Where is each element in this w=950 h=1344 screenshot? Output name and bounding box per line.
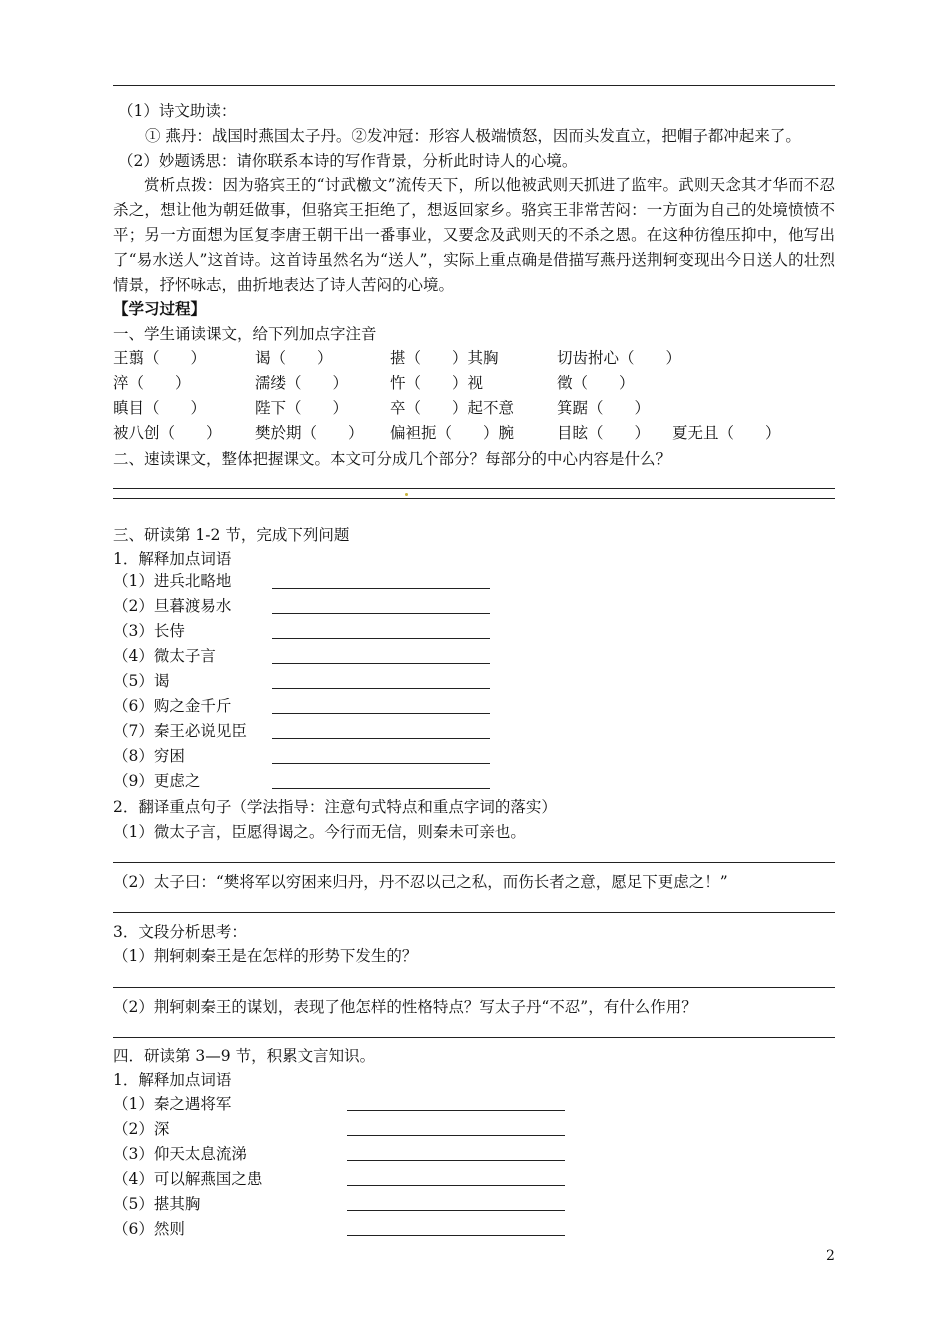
vocab-item: （3）仰天太息流涕 <box>113 1145 247 1163</box>
answer-line <box>272 663 490 664</box>
analysis-text: 赏析点拨：因为骆宾王的“讨武檄文”流传天下，所以他被武则天抓进了监牢。武则天念其才华而不忍杀之，想让他为朝廷做事，但骆宾王拒绝了，想返回家乡。骆宾王非常苦闷：一方面为自己的处境愤愤不平；另一方面想为匡复李唐王朝干出一番事业，又要念及武则天的不杀之恩。在这种彷徨压抑中，他写出了“易水送人”这首诗。这首诗虽然名为“送人”，实际上重点确是借描写燕丹送荆轲变现出今日送人的壮烈情景，抒怀咏志，曲折地表达了诗人苦闷的心境。 <box>113 176 835 294</box>
translate-sentence: （1）微太子言，臣愿得谒之。今行而无信，则秦未可亲也。 <box>113 823 526 841</box>
page-number: 2 <box>826 1248 835 1264</box>
pinyin-item: 忤（ ）视 <box>390 374 484 392</box>
pinyin-item: 陛下（ ） <box>255 399 349 417</box>
answer-line <box>272 788 490 789</box>
pinyin-item: 箕踞（ ） <box>557 399 651 417</box>
vocab-item: （7）秦王必说见臣 <box>113 722 247 740</box>
vocab-item: （3）长侍 <box>113 622 185 640</box>
answer-line <box>347 1135 565 1136</box>
vocab-item: （1）秦之遇将军 <box>113 1095 232 1113</box>
header-rule <box>113 85 835 86</box>
analysis-question: （2）荆轲刺秦王的谋划，表现了他怎样的性格特点？写太子丹“不忍”，有什么作用？ <box>113 998 697 1016</box>
poem-aid-text: ① 燕丹：战国时燕国太子丹。②发冲冠：形容人极端愤怒，因而头发直立，把帽子都冲起来了。 <box>145 127 801 145</box>
answer-line <box>347 1185 565 1186</box>
answer-line <box>272 688 490 689</box>
vocab-item: （4）微太子言 <box>113 647 216 665</box>
poem-aid-label: （1）诗文助读： <box>118 102 237 120</box>
answer-line <box>347 1210 565 1211</box>
answer-line <box>272 588 490 589</box>
part4-title: 四．研读第 3—9 节，积累文言知识。 <box>113 1047 376 1065</box>
vocab-item: （2）旦暮渡易水 <box>113 597 232 615</box>
pinyin-item: 濡缕（ ） <box>255 374 349 392</box>
pinyin-item: 目眩（ ） <box>557 424 651 442</box>
part2-title: 二、速读课文，整体把握课文。本文可分成几个部分？每部分的中心内容是什么？ <box>113 450 672 468</box>
vocab-item: （5）谒 <box>113 672 170 690</box>
analysis-paragraph <box>113 173 835 298</box>
pinyin-item: 偏袒扼（ ）腕 <box>390 424 515 442</box>
part1-title: 一、学生诵读课文，给下列加点字注音 <box>113 325 377 343</box>
answer-line <box>272 763 490 764</box>
pinyin-item: 樊於期（ ） <box>255 424 364 442</box>
answer-line <box>272 738 490 739</box>
answer-line <box>113 912 835 913</box>
question-prompt: （2）妙题诱思：请你联系本诗的写作背景，分析此时诗人的心境。 <box>118 152 578 170</box>
part3-sub2: 2．翻译重点句子（学法指导：注意句式特点和重点字词的落实） <box>113 798 557 816</box>
pinyin-item: 瞋目（ ） <box>113 399 207 417</box>
pinyin-item: 王翦（ ） <box>113 349 207 367</box>
vocab-item: （2）深 <box>113 1120 170 1138</box>
pinyin-item: 淬（ ） <box>113 374 191 392</box>
part3-sub1: 1．解释加点词语 <box>113 550 232 568</box>
answer-line <box>113 498 835 499</box>
answer-line <box>347 1110 565 1111</box>
dot-mark <box>405 493 408 496</box>
part3-sub3: 3．文段分析思考： <box>113 923 247 941</box>
answer-line <box>113 488 835 489</box>
part4-sub1: 1．解释加点词语 <box>113 1071 232 1089</box>
vocab-item: （6）购之金千斤 <box>113 697 232 715</box>
answer-line <box>347 1160 565 1161</box>
answer-line <box>272 638 490 639</box>
translate-sentence: （2）太子曰：“樊将军以穷困来归丹，丹不忍以己之私，而伤长者之意，愿足下更虑之！” <box>113 873 728 891</box>
pinyin-item: 夏无且（ ） <box>672 424 781 442</box>
pinyin-item: 揕（ ）其胸 <box>390 349 499 367</box>
answer-line <box>113 1037 835 1038</box>
vocab-item: （5）揕其胸 <box>113 1195 201 1213</box>
pinyin-item: 被八创（ ） <box>113 424 222 442</box>
pinyin-item: 徵（ ） <box>557 374 635 392</box>
answer-line <box>272 613 490 614</box>
vocab-item: （8）穷困 <box>113 747 185 765</box>
vocab-item: （9）更虑之 <box>113 772 201 790</box>
answer-line <box>272 713 490 714</box>
vocab-item: （1）进兵北略地 <box>113 572 232 590</box>
answer-line <box>113 987 835 988</box>
vocab-item: （6）然则 <box>113 1220 185 1238</box>
pinyin-item: 切齿拊心（ ） <box>557 349 682 367</box>
part3-title: 三、研读第 1-2 节，完成下列问题 <box>113 526 350 544</box>
section-title: 【学习过程】 <box>113 299 207 318</box>
answer-line <box>113 862 835 863</box>
pinyin-item: 卒（ ）起不意 <box>390 399 515 417</box>
vocab-item: （4）可以解燕国之患 <box>113 1170 263 1188</box>
pinyin-item: 谒（ ） <box>255 349 333 367</box>
analysis-question: （1）荆轲刺秦王是在怎样的形势下发生的？ <box>113 947 418 965</box>
answer-line <box>347 1235 565 1236</box>
